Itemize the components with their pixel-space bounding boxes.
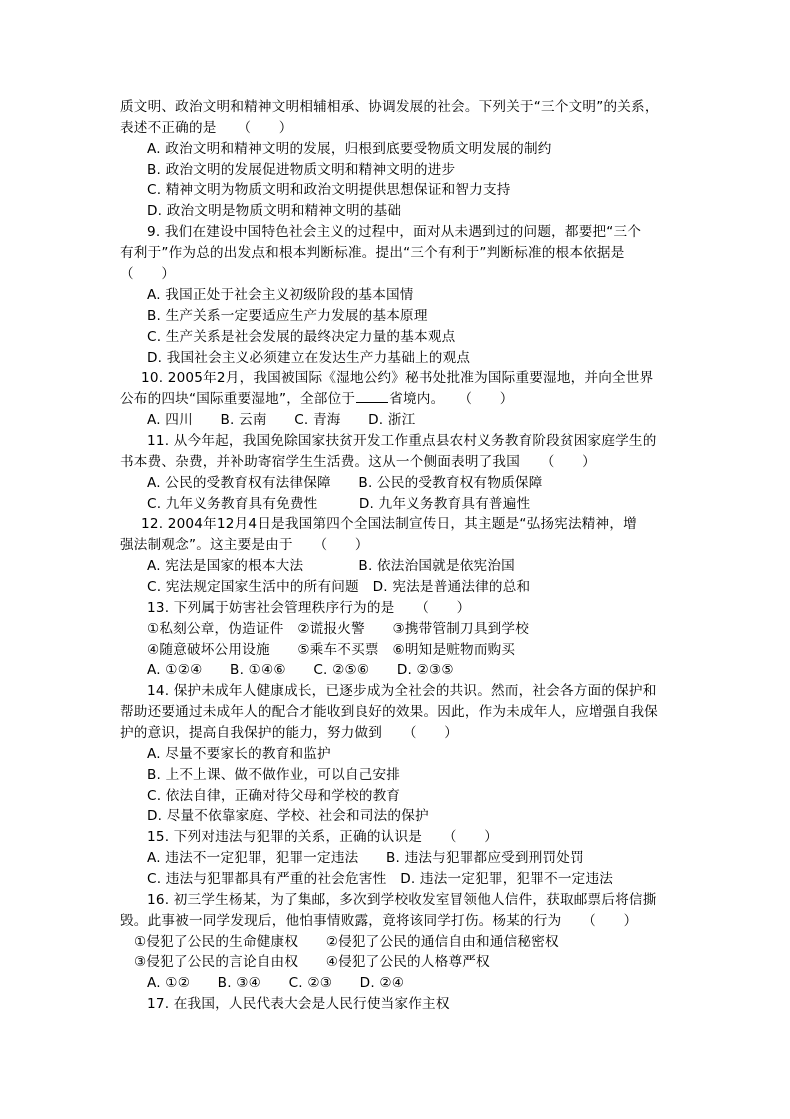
option-line: C. 违法与犯罪都具有严重的社会危害性 D. 违法一定犯罪，犯罪不一定违法 (147, 871, 614, 887)
option-line: A. 四川 B. 云南 C. 青海 D. 浙江 (147, 412, 416, 428)
text-line: 表述不正确的是 （ ） (120, 120, 293, 136)
option-line: A. ①② B. ③④ C. ②③ D. ②④ (147, 975, 405, 991)
option-line: C. 精神文明为物质文明和政治文明提供思想保证和智力支持 (147, 182, 511, 198)
text-line: 帮助还要通过未成年人的配合才能收到良好的效果。因此，作为未成年人，应增强自我保 (120, 704, 658, 720)
option-line: A. 尽量不要家长的教育和监护 (147, 746, 331, 762)
text-line (120, 389, 514, 409)
option-line: B. 上不上课、做不做作业，可以自己安排 (147, 767, 401, 783)
question-14: 14. 保护未成年人健康成长，已逐步成为全社会的共识。然而，社会各方面的保护和 (147, 683, 657, 699)
text-line: 强法制观念”。这主要是由于 （ ） (120, 537, 369, 553)
question-13: 13. 下列属于妨害社会管理秩序行为的是 （ ） (147, 600, 471, 616)
text-line: 毁。此事被一同学发现后，他怕事情败露，竟将该同学打伤。杨某的行为 （ ） (120, 913, 638, 929)
option-line: A. 宪法是国家的根本大法 B. 依法治国就是依宪治国 (147, 558, 515, 574)
text-segment: 省境内。 （ ） (389, 391, 514, 407)
option-line: C. 依法自律，正确对待父母和学校的教育 (147, 788, 401, 804)
question-17: 17. 在我国，人民代表大会是人民行使当家作主权 (147, 996, 450, 1012)
option-line: A. 政治文明和精神文明的发展，归根到底要受物质文明发展的制约 (147, 141, 552, 157)
option-line: C. 九年义务教育具有免费性 D. 九年义务教育具有普遍性 (147, 496, 531, 512)
option-line: B. 生产关系一定要适应生产力发展的基本原理 (147, 308, 428, 324)
option-line: D. 政治文明是物质文明和精神文明的基础 (147, 203, 402, 219)
text-line: 护的意识，提高自我保护的能力，努力做到 （ ） (120, 725, 459, 741)
option-line: B. 政治文明的发展促进物质文明和精神文明的进步 (147, 162, 456, 178)
option-line: A. 公民的受教育权有法律保障 B. 公民的受教育权有物质保障 (147, 475, 543, 491)
question-9: 9. 我们在建设中国特色社会主义的过程中，面对从未遇到过的问题，都要把“三个 (147, 224, 642, 240)
text-line: 书本费、杂费，并补助寄宿学生生活费。这从一个侧面表明了我国 （ ） (120, 454, 596, 470)
statement-line: ①私刻公章，伪造证件 ②谎报火警 ③携带管制刀具到学校 (147, 621, 530, 637)
option-line: A. 我国正处于社会主义初级阶段的基本国情 (147, 287, 414, 303)
text-line: （ ） (120, 266, 176, 282)
question-10: 10. 2005年2月，我国被国际《湿地公约》秘书处批准为国际重要湿地，并向全世界 (141, 370, 654, 386)
text-line: 有利于”作为总的出发点和根本判断标准。提出“三个有利于”判断标准的根本依据是 (120, 245, 625, 261)
question-16: 16. 初三学生杨某，为了集邮，多次到学校收发室冒领他人信件，获取邮票后将信撕 (147, 892, 657, 908)
statement-line: ①侵犯了公民的生命健康权 ②侵犯了公民的通信自由和通信秘密权 (134, 934, 559, 950)
text-line: 质文明、政治文明和精神文明相辅相承、协调发展的社会。下列关于“三个文明”的关系， (120, 99, 659, 115)
text-segment: 公布的四块“国际重要湿地”，全部位于 (120, 391, 356, 407)
statement-line: ③侵犯了公民的言论自由权 ④侵犯了公民的人格尊严权 (134, 954, 490, 970)
statement-line: ④随意破坏公用设施 ⑤乘车不买票 ⑥明知是赃物而购买 (147, 642, 516, 658)
option-line: A. ①②④ B. ①④⑥ C. ②⑤⑥ D. ②③⑤ (147, 662, 454, 678)
option-line: D. 我国社会主义必须建立在发达生产力基础上的观点 (147, 350, 471, 366)
option-line: D. 尽量不依靠家庭、学校、社会和司法的保护 (147, 808, 429, 824)
fill-in-blank (356, 390, 388, 403)
question-15: 15. 下列对违法与犯罪的关系，正确的认识是 （ ） (147, 829, 498, 845)
option-line: C. 生产关系是社会发展的最终决定力量的基本观点 (147, 329, 456, 345)
question-11: 11. 从今年起，我国免除国家扶贫开发工作重点县农村义务教育阶段贫困家庭学生的 (147, 433, 657, 449)
question-12: 12. 2004年12月4日是我国第四个全国法制宣传日，其主题是“弘扬宪法精神，增 (141, 516, 637, 532)
option-line: A. 违法不一定犯罪，犯罪一定违法 B. 违法与犯罪都应受到刑罚处罚 (147, 850, 584, 866)
option-line: C. 宪法规定国家生活中的所有问题 D. 宪法是普通法律的总和 (147, 579, 531, 595)
